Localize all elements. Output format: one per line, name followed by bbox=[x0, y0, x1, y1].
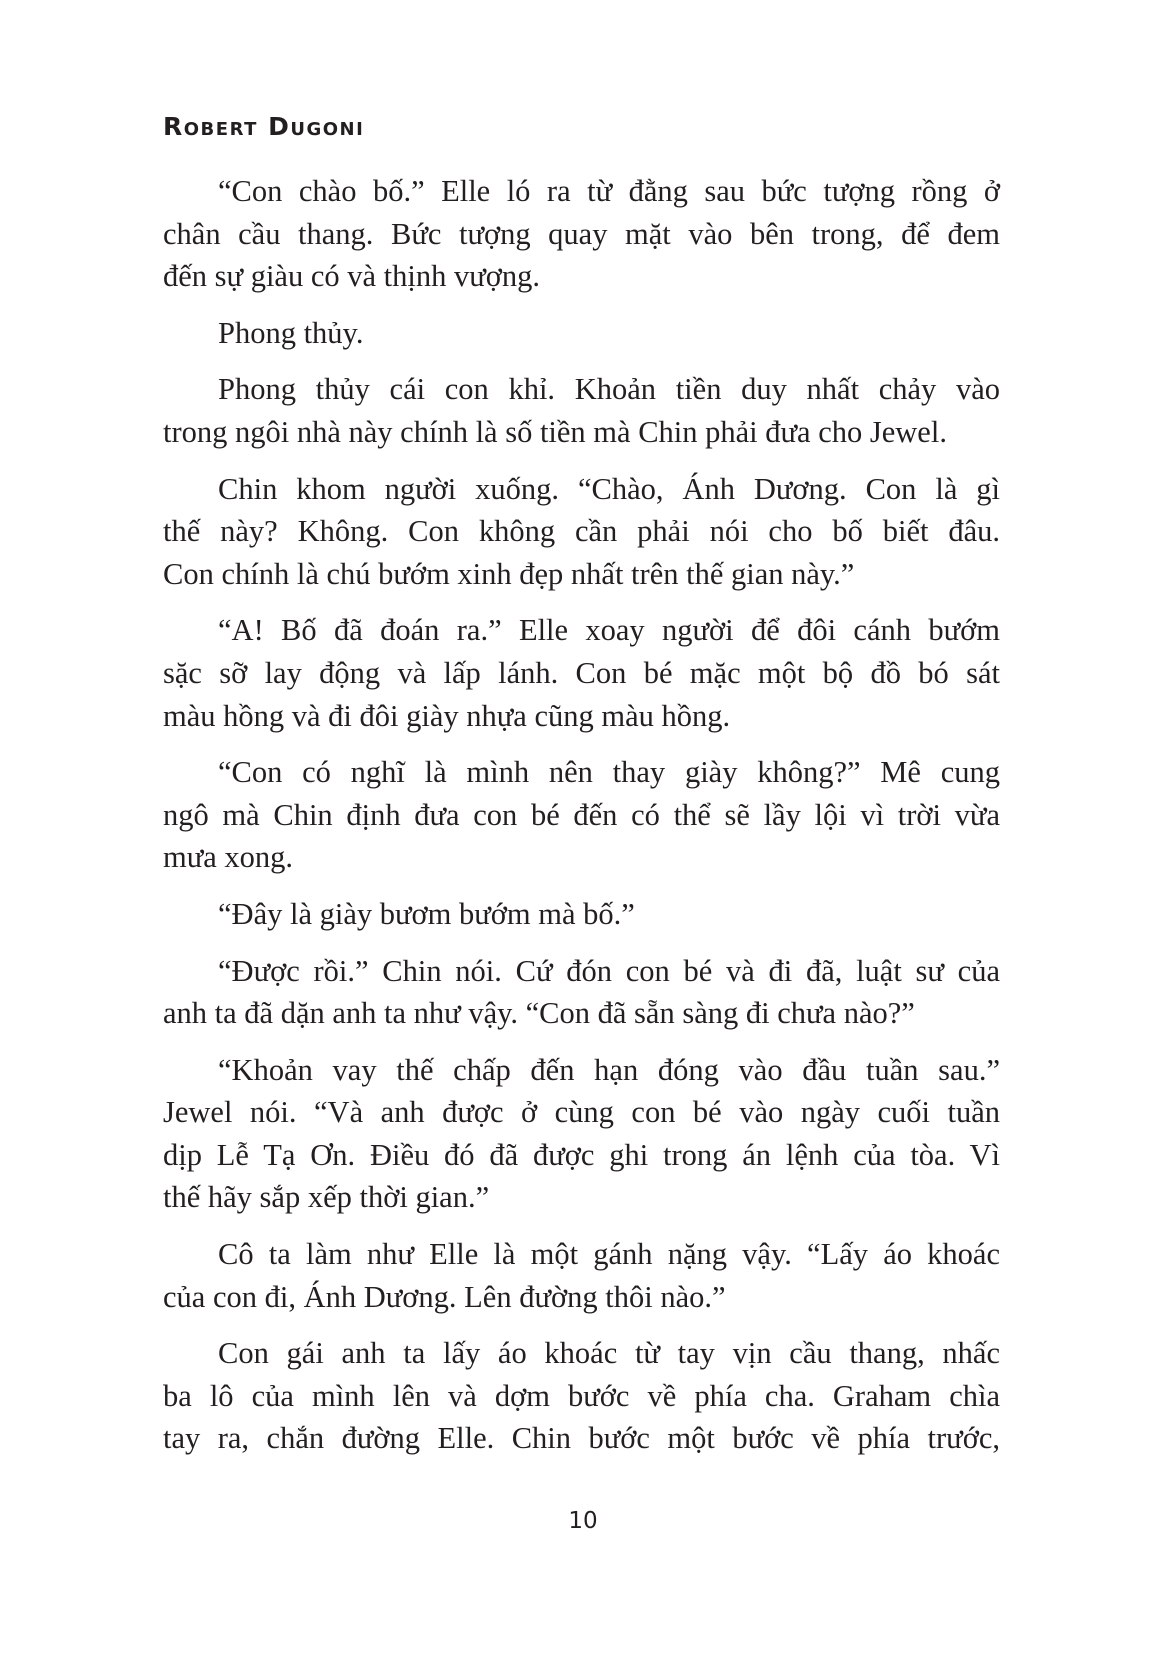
text-line: sặc sỡ lay động và lấp lánh. Con bé mặc một bộ đồ bó sát bbox=[163, 655, 1000, 690]
running-head-author: Robert Dugoni bbox=[163, 112, 365, 141]
text-line: Jewel nói. “Và anh được ở cùng con bé vào ngày cuối tuần bbox=[163, 1095, 1000, 1130]
text-line: “Khoản vay thế chấp đến hạn đóng vào đầu tuần sau.” bbox=[218, 1052, 1000, 1087]
text-line: anh ta đã dặn anh ta như vậy. “Con đã sẵn sàng đi chưa nào?” bbox=[163, 996, 915, 1031]
paragraph bbox=[163, 950, 1000, 1035]
text-line: “Đây là giày bươm bướm mà bố.” bbox=[218, 896, 635, 931]
page-body bbox=[163, 170, 1000, 1474]
text-line: tay ra, chắn đường Elle. Chin bước một bước về phía trước, bbox=[163, 1421, 1000, 1456]
text-line: Phong thủy cái con khỉ. Khoản tiền duy nhất chảy vào bbox=[218, 372, 1000, 407]
paragraph bbox=[163, 1233, 1000, 1318]
text-line: đến sự giàu có và thịnh vượng. bbox=[163, 259, 541, 294]
text-line: màu hồng và đi đôi giày nhựa cũng màu hồng. bbox=[163, 698, 731, 733]
text-line: “Được rồi.” Chin nói. Cứ đón con bé và đi đã, luật sư của bbox=[218, 953, 1000, 988]
text-line: trong ngôi nhà này chính là số tiền mà Chin phải đưa cho Jewel. bbox=[163, 414, 947, 449]
paragraph bbox=[163, 1049, 1000, 1219]
paragraph bbox=[163, 312, 1000, 355]
paragraph bbox=[163, 893, 1000, 936]
paragraph bbox=[163, 609, 1000, 737]
text-line: chân cầu thang. Bức tượng quay mặt vào bên trong, để đem bbox=[163, 216, 1000, 251]
page-number: 10 bbox=[568, 1508, 598, 1534]
paragraph bbox=[163, 468, 1000, 596]
text-line: Cô ta làm như Elle là một gánh nặng vậy. “Lấy áo khoác bbox=[218, 1237, 1000, 1272]
text-line: ngô mà Chin định đưa con bé đến có thể sẽ lầy lội vì trời vừa bbox=[163, 797, 1000, 832]
text-line: Con gái anh ta lấy áo khoác từ tay vịn cầu thang, nhấc bbox=[218, 1336, 1000, 1371]
text-line: Con chính là chú bướm xinh đẹp nhất trên thế gian này.” bbox=[163, 556, 855, 591]
text-line: “Con chào bố.” Elle ló ra từ đằng sau bức tượng rồng ở bbox=[218, 174, 1000, 208]
paragraph bbox=[163, 751, 1000, 879]
text-line: “A! Bố đã đoán ra.” Elle xoay người để đôi cánh bướm bbox=[218, 613, 1000, 648]
text-line: ba lô của mình lên và dợm bước về phía cha. Graham chìa bbox=[163, 1378, 1000, 1413]
text-line: thế này? Không. Con không cần phải nói cho bố biết đâu. bbox=[163, 514, 1000, 549]
text-line: dịp Lễ Tạ Ơn. Điều đó đã được ghi trong án lệnh của tòa. Vì bbox=[163, 1137, 1000, 1172]
paragraph bbox=[163, 368, 1000, 453]
paragraph bbox=[163, 170, 1000, 298]
paragraph bbox=[163, 1332, 1000, 1460]
text-line: mưa xong. bbox=[163, 840, 294, 875]
text-line: thế hãy sắp xếp thời gian.” bbox=[163, 1180, 490, 1215]
text-line: Phong thủy. bbox=[218, 315, 364, 350]
text-line: “Con có nghĩ là mình nên thay giày không?” Mê cung bbox=[218, 755, 1000, 790]
text-line: của con đi, Ánh Dương. Lên đường thôi nào.” bbox=[163, 1279, 726, 1314]
text-line: Chin khom người xuống. “Chào, Ánh Dương. Con là gì bbox=[218, 471, 1000, 506]
